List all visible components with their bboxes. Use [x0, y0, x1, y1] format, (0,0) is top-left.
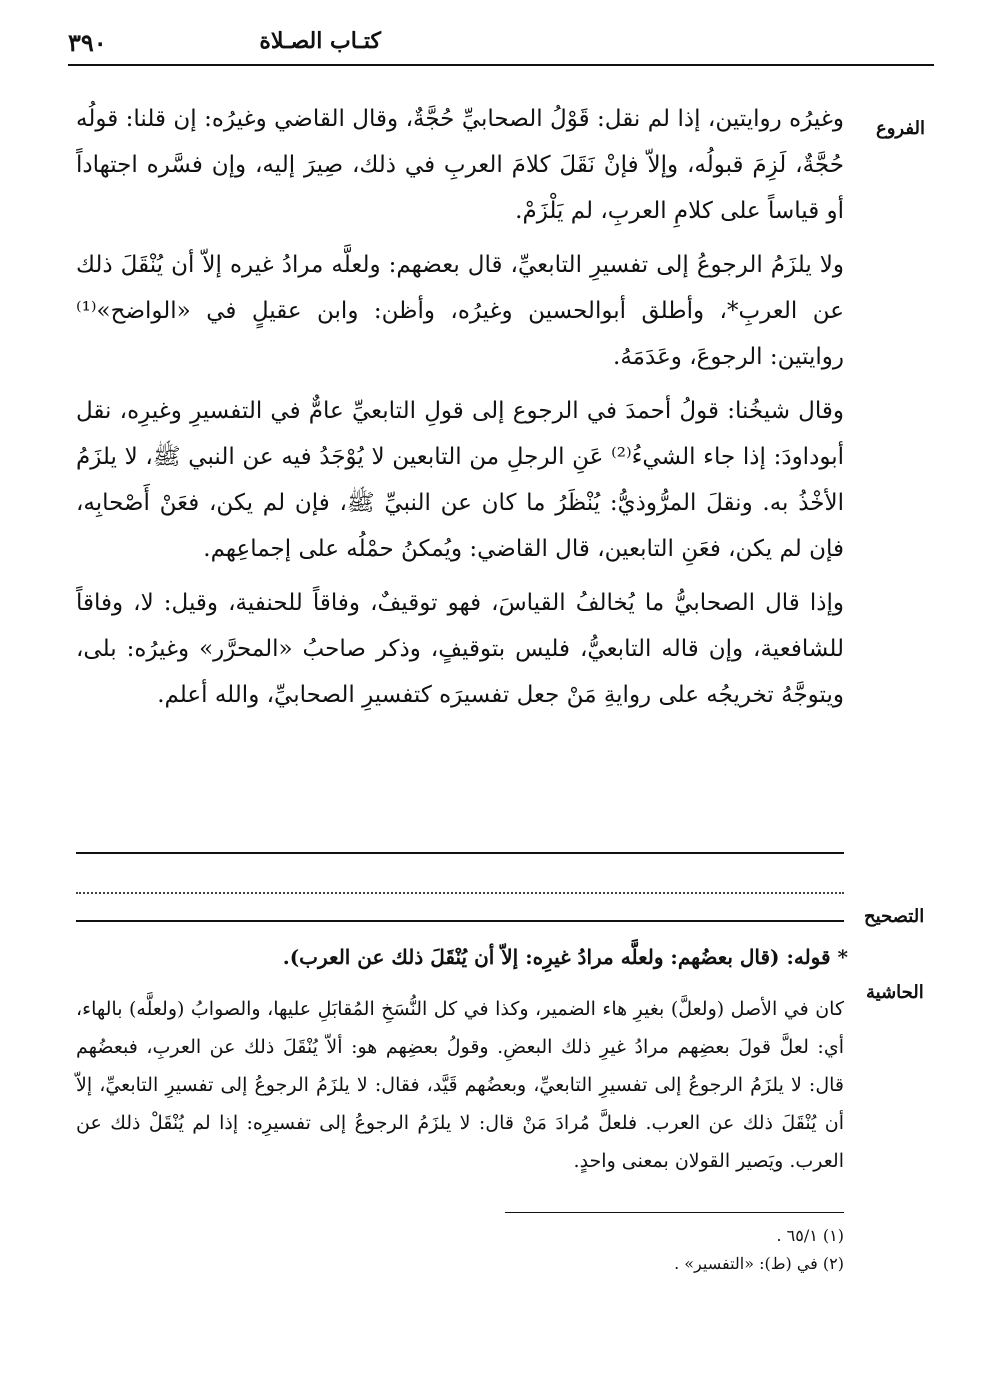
- side-label-tashih: التصحيح: [864, 906, 925, 927]
- footnote-rule: [505, 1212, 844, 1213]
- main-paragraph: ولا يلزَمُ الرجوعُ إلى تفسيرِ التابعيِّ، قال بعضهم: ولعلَّه مرادُ غيره إلاّ أن يُنْقَلَ ذلك عن العربِ*، وأطلق أبوالحسين وغيرُه، وأظن: وابن عقيلٍ في «الواضح»⁽¹⁾ روايتين: الرجوعَ، وعَدَمَهُ.: [76, 252, 844, 370]
- footnote-1: (١) ٦٥/١ .: [776, 1226, 844, 1245]
- main-paragraph: وإذا قال الصحابيُّ ما يُخالفُ القياسَ، فهو توقيفٌ، وفاقاً للحنفية، وقيل: لا، وفاقاً للشافعية، وإن قاله التابعيُّ، فليس بتوقيفٍ، وذكر صاحبُ «المحرَّر» وغيرُه: بلى، ويتوجَّهُ تخريجُه على روايةِ مَنْ جعل تفسيرَه كتفسيرِ الصحابيِّ، والله أعلم.: [76, 590, 844, 708]
- hashiya-body: كان في الأصل (ولعلَّ) بغيرِ هاء الضمير، وكذا في كل النُّسَخِ المُقابَلِ عليها، والصوابُ (ولعلَّه) بالهاء، أي: لعلَّ قولَ بعضِهم مرادُ غيرِ ذلك البعضِ. وقولُ بعضِهم هو: ألاّ يُنْقَلَ ذلك عن العربِ، فبعضُهم قال: لا يلزَمُ الرجوعُ إلى تفسيرِ التابعيِّ، وبعضُهم قَيَّد، فقال: لا يلزَمُ الرجوعُ إلى تفسيرِ التابعيِّ، إلاّ أن يُنْقَلَ ذلك عن العرب. فلعلَّ مُرادَ مَنْ قال: لا يلزَمُ الرجوعُ إلى تفسيرِه: إذا لم يُنْقَلْ ذلك عن العرب. ويَصير القولان بمعنى واحدٍ.: [76, 998, 844, 1172]
- main-paragraph: وغيرُه روايتين، إذا لم نقل: قَوْلُ الصحابيِّ حُجَّةٌ، وقال القاضي وغيرُه: إن قلنا: قولُه حُجَّةٌ، لَزِمَ قبولُه، وإلاّ فإنْ نَقَلَ كلامَ العربِ في ذلك، صِيرَ إليه، وإن فسَّره اجتهاداً أو قياساً على كلامِ العربِ، لم يَلْزَمْ.: [76, 106, 844, 224]
- dotted-separator: [76, 872, 844, 894]
- footnote-2: (٢) في (ط): «التفسير» .: [674, 1254, 844, 1273]
- section-rule-top: [76, 852, 844, 854]
- side-label-furu: الفروع: [876, 118, 925, 139]
- header-rule: [68, 64, 934, 66]
- section-rule-bottom: [76, 920, 844, 922]
- hashiya-heading: * قوله: (قال بعضُهم: ولعلَّه مرادُ غيرِه: إلاّ أن يُنْقَلَ ذلك عن العرب).: [282, 945, 848, 969]
- main-text: [76, 96, 844, 726]
- side-label-hashiya: الحاشية: [866, 982, 924, 1003]
- page-number: ٣٩٠: [68, 28, 107, 57]
- running-head-title: كتـاب الصـلاة: [259, 28, 381, 54]
- main-paragraph: وقال شيخُنا: قولُ أحمدَ في الرجوع إلى قولِ التابعيِّ عامٌّ في التفسيرِ وغيرِه، نقل أبوداودَ: إذا جاء الشيءُ⁽²⁾ عَنِ الرجلِ من التابعين لا يُوْجَدُ فيه عن النبي ﷺ، لا يلزَمُ الأخْذُ به. ونقلَ المرُّوذيُّ: يُنْظَرُ ما كان عن النبيِّ ﷺ، فإن لم يكن، فعَنْ أَصْحابِه، فإن لم يكن، فعَنِ التابعين، قال القاضي: ويُمكنُ حمْلُه على إجماعِهم.: [76, 398, 844, 562]
